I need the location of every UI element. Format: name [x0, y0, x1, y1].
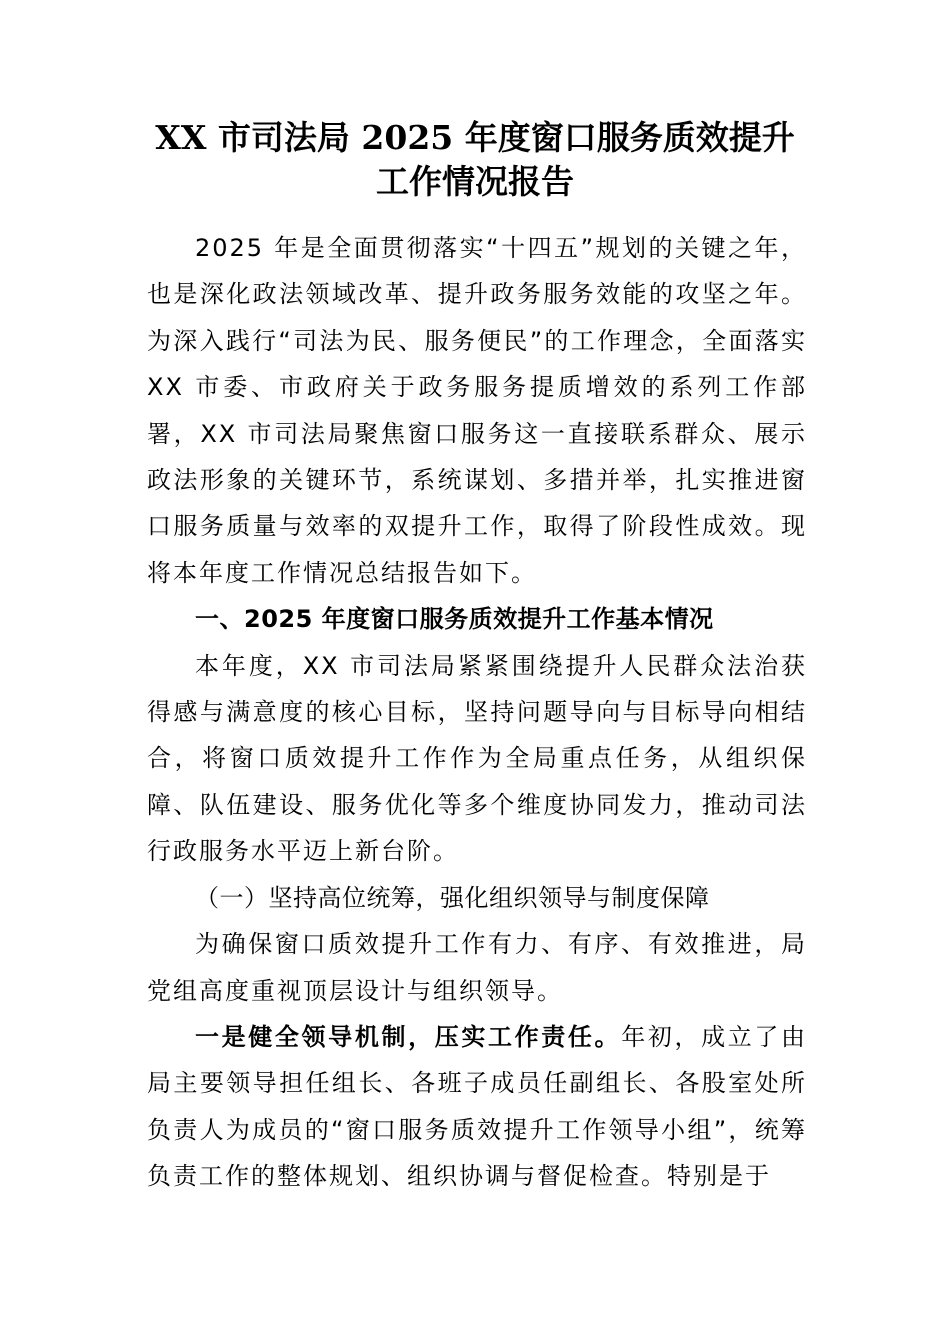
document-title-line-2: 工作情况报告 — [376, 162, 574, 201]
intro-paragraph: 2025 年是全面贯彻落实“十四五”规划的关键之年，也是深化政法领域改革、提升政务服务效能的攻坚之年。为深入践行“司法为民、服务便民”的工作理念，全面落实 XX 市委、市政府关于政务服务提质增效的系列工作部署，XX 市司法局聚焦窗口服务这一直接联系群众、展示政法形象的关键环节，系统谋划、多措并举，扎实推进窗口服务质量与效率的双提升工作，取得了阶段性成效。现将本年度工作情况总结报告如下。 — [147, 234, 807, 587]
point-1-text: 年初，成立了由局主要领导担任组长、各班子成员任副组长、各股室处所负责人为成员的“窗口服务质效提升工作领导小组”，统筹负责工作的整体规划、组织协调与督促检查。特别是于 — [147, 1022, 808, 1191]
document-title-line-1: XX 市司法局 2025 年度窗口服务质效提升 — [155, 118, 795, 157]
subsection-1-paragraph: 为确保窗口质效提升工作有力、有序、有效推进，局党组高度重视顶层设计与组织领导。 — [147, 930, 807, 1005]
point-1-lead: 一是健全领导机制，压实工作责任。 — [195, 1022, 622, 1051]
document-body — [147, 225, 807, 1200]
section-1-paragraph: 本年度，XX 市司法局紧紧围绕提升人民群众法治获得感与满意度的核心目标，坚持问题导向与目标导向相结合，将窗口质效提升工作作为全局重点任务，从组织保障、队伍建设、服务优化等多个维度协同发力，推动司法行政服务水平迈上新台阶。 — [147, 651, 807, 866]
section-1-heading: 一、2025 年度窗口服务质效提升工作基本情况 — [195, 605, 714, 634]
point-1-paragraph — [147, 1014, 807, 1200]
subsection-1-heading: （一）坚持高位统筹，强化组织领导与制度保障 — [195, 883, 710, 912]
